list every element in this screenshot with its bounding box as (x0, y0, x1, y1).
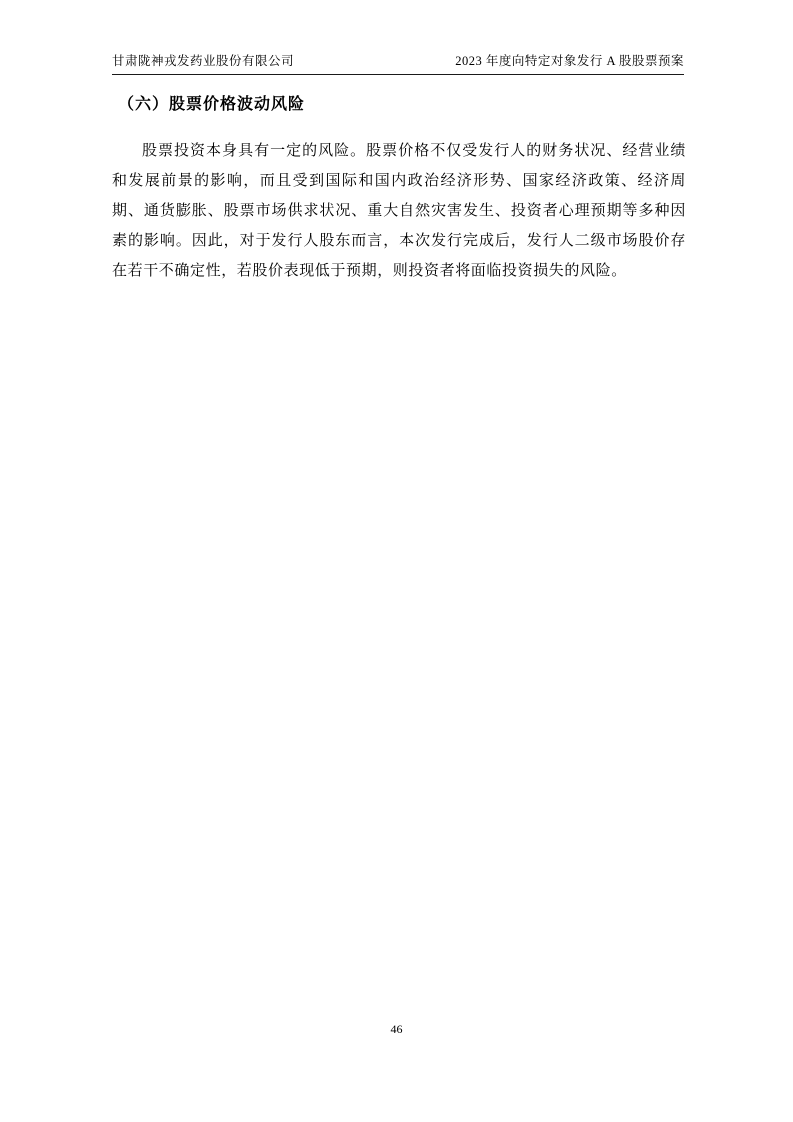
body-paragraph: 股票投资本身具有一定的风险。股票价格不仅受发行人的财务状况、经营业绩和发展前景的影响，而且受到国际和国内政治经济形势、国家经济政策、经济周期、通货膨胀、股票市场供求状况、重大自然灾害发生、投资者心理预期等多种因素的影响。因此，对于发行人股东而言，本次发行完成后，发行人二级市场股价存在若干不确定性，若股价表现低于预期，则投资者将面临投资损失的风险。 (112, 143, 686, 279)
section-heading: （六）股票价格波动风险 (118, 96, 306, 113)
header-document-title: 2023 年度向特定对象发行 A 股股票预案 (455, 54, 684, 68)
page-header (112, 52, 684, 75)
page-footer (0, 1022, 793, 1037)
page-number: 46 (390, 1022, 403, 1036)
header-company-name: 甘肃陇神戎发药业股份有限公司 (112, 54, 295, 68)
